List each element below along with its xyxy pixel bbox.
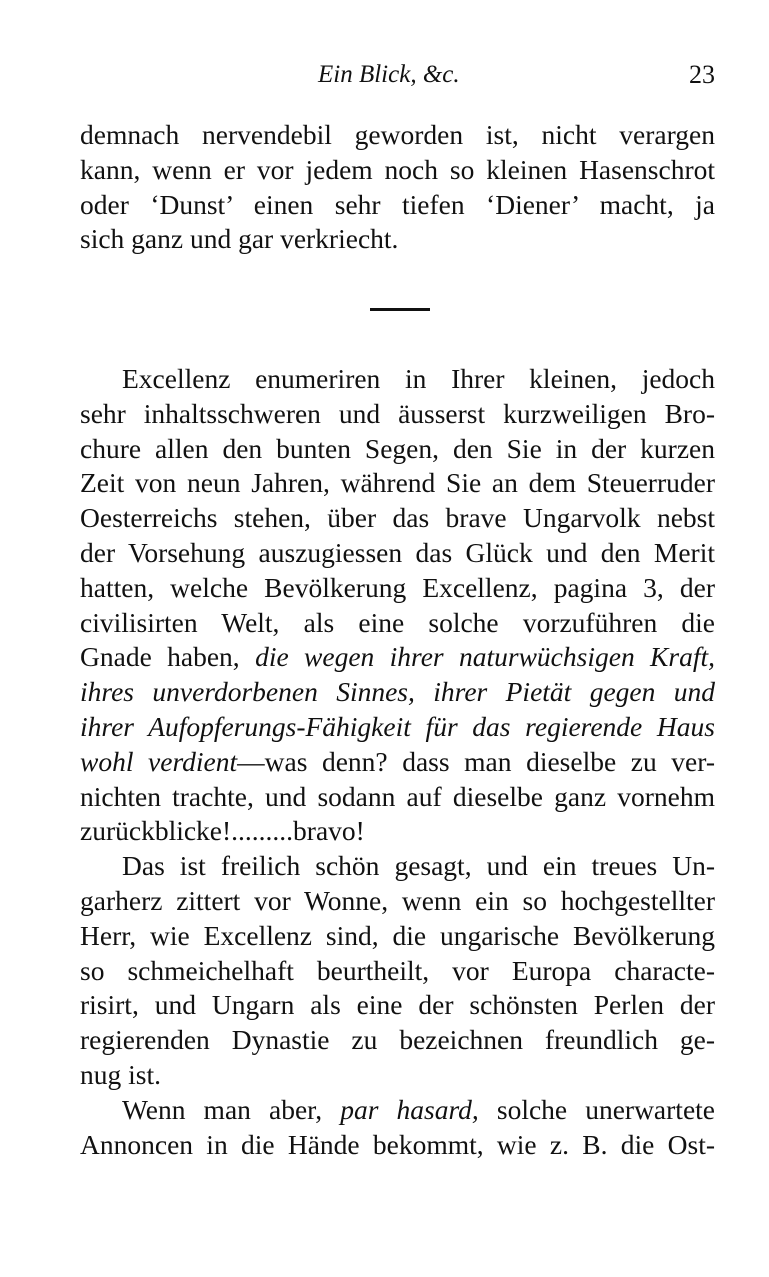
page-number: 23 [689, 60, 715, 89]
text-line [80, 640, 715, 675]
text-line: oder ‘Dunst’ einen sehr tiefen ‘Diener’ macht, ja [80, 188, 715, 220]
text-line: Zeit von neun Jahren, während Sie an dem Steuerruder [80, 467, 715, 499]
text-span: —was denn? dass man dieselbe zu ver- [237, 745, 715, 777]
running-head [80, 58, 715, 92]
text-line: risirt, und Ungarn als eine der schönsten Perlen der [80, 989, 715, 1021]
text-line [80, 1093, 715, 1128]
running-title: Ein Blick, &c. [318, 61, 460, 88]
text-line: Das ist freilich schön gesagt, und ein treues Un- [122, 850, 715, 882]
text-line: civilisirten Welt, als eine solche vorzuführen die [80, 606, 715, 638]
text-line [80, 745, 715, 780]
italic-phrase: par hasard, [340, 1093, 479, 1125]
italic-quote-line: ihres unverdorbenen Sinnes, ihrer Pietät gegen und [80, 676, 715, 708]
section-divider [370, 308, 430, 311]
text-line: Herr, wie Excellenz sind, die ungarische Bevölkerung [80, 919, 715, 951]
text-line: sehr inhaltsschweren und äusserst kurzweiligen Bro- [80, 397, 715, 429]
text-line: Excellenz enumeriren in Ihrer kleinen, jedoch [122, 363, 715, 394]
text-line: zurückblicke!.........bravo! [80, 815, 365, 847]
italic-quote: die wegen ihrer naturwüchsigen Kraft, [255, 641, 716, 673]
text-line: demnach nervendebil geworden ist, nicht verargen [80, 119, 715, 150]
paragraph-continuation [80, 118, 715, 257]
italic-quote-line: ihrer Aufopferungs-Fähigkeit für das regierende Haus [80, 710, 715, 742]
text-line: garherz zittert vor Wonne, wenn ein so hochgestellter [80, 884, 715, 916]
text-line: so schmeichelhaft beurtheilt, vor Europa characte- [80, 954, 715, 986]
text-line: kann, wenn er vor jedem noch so kleinen Hasenschrot [80, 153, 715, 185]
text-line: sich ganz und gar verkriecht. [80, 223, 399, 255]
text-line: hatten, welche Bevölkerung Excellenz, pagina 3, der [80, 571, 715, 603]
text-span: solche unerwartete [478, 1093, 715, 1125]
italic-quote: wohl verdient [80, 745, 238, 777]
text-span: Wenn man aber, [122, 1093, 341, 1125]
main-text [80, 362, 715, 1162]
text-line: nug ist. [80, 1058, 161, 1090]
text-line: nichten trachte, und sodann auf dieselbe ganz vornehm [80, 780, 715, 812]
text-line: Annoncen in die Hände bekommt, wie z. B. die Ost- [80, 1128, 715, 1160]
text-line: regierenden Dynastie zu bezeichnen freundlich ge- [80, 1024, 715, 1056]
text-span: Gnade haben, [80, 641, 256, 673]
text-line: der Vorsehung auszugiessen das Glück und den Merit [80, 536, 715, 568]
text-line: chure allen den bunten Segen, den Sie in der kurzen [80, 432, 715, 464]
text-line: Oesterreichs stehen, über das brave Ungarvolk nebst [80, 502, 715, 534]
